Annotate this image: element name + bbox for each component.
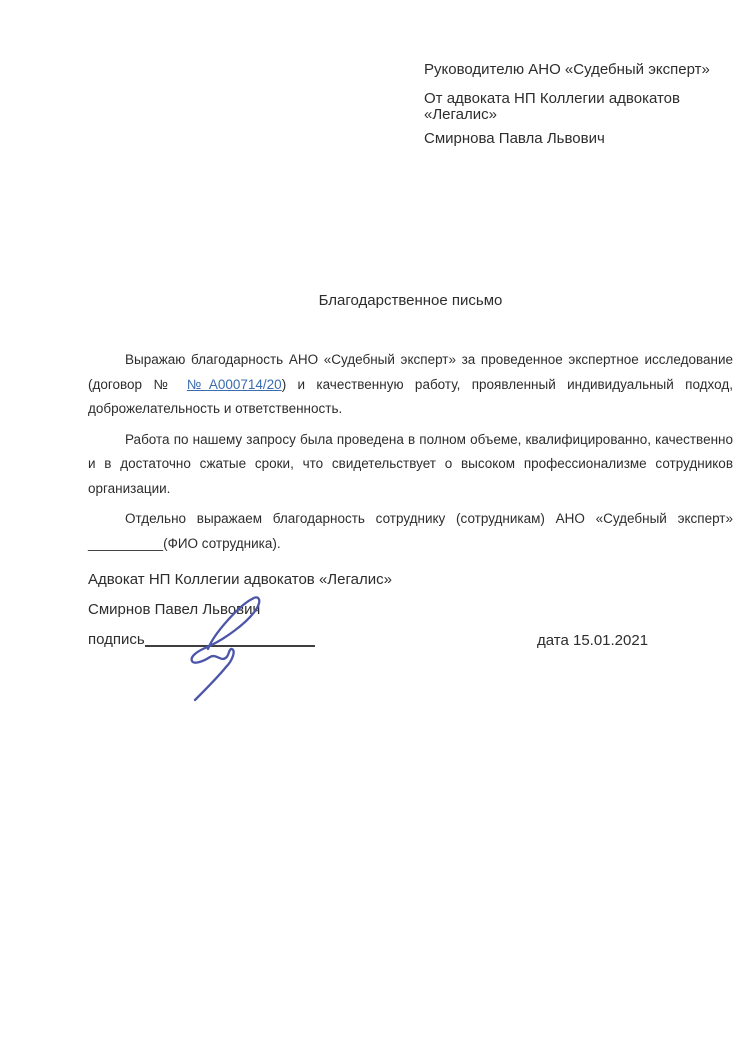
letter-body (88, 348, 733, 562)
addressee-from-org: От адвоката НП Коллегии адвокатов «Легалис» (424, 90, 680, 123)
paragraph-gratitude-text-start: Выражаю благодарность АНО «Судебный эксперт» за проведенное экспертное исследование (договор № (88, 352, 733, 392)
addressee-block (424, 62, 754, 147)
signature-row (88, 631, 315, 648)
addressee-recipient: Руководителю АНО «Судебный эксперт» (424, 61, 710, 78)
paragraph-employee-thanks: Отдельно выражаем благодарность сотруднику (сотрудникам) АНО «Судебный эксперт» __________(ФИО сотрудника). (88, 511, 733, 551)
paragraph-gratitude-text-end: ) и качественную работу, проявленный индивидуальный подход, доброжелательность и ответственность. (88, 376, 733, 416)
paragraph-work-quality: Работа по нашему запросу была проведена в полном объеме, квалифицированно, качественно и в достаточно сжатые сроки, что свидетельствует о высоком профессионализме сотрудников организации. (88, 431, 733, 496)
date-text: дата 15.01.2021 (537, 632, 649, 649)
signer-name: Смирнов Павел Львович (88, 601, 261, 618)
signature-label: подпись (88, 631, 145, 648)
contract-number-link[interactable]: №А000714/20 (186, 376, 282, 392)
document-title: Благодарственное письмо (318, 292, 503, 309)
signature-line (145, 645, 315, 647)
signer-position: Адвокат НП Коллегии адвокатов «Легалис» (88, 571, 392, 588)
paragraph-gratitude (88, 348, 733, 422)
addressee-from-name: Смирнова Павла Львович (424, 130, 605, 147)
